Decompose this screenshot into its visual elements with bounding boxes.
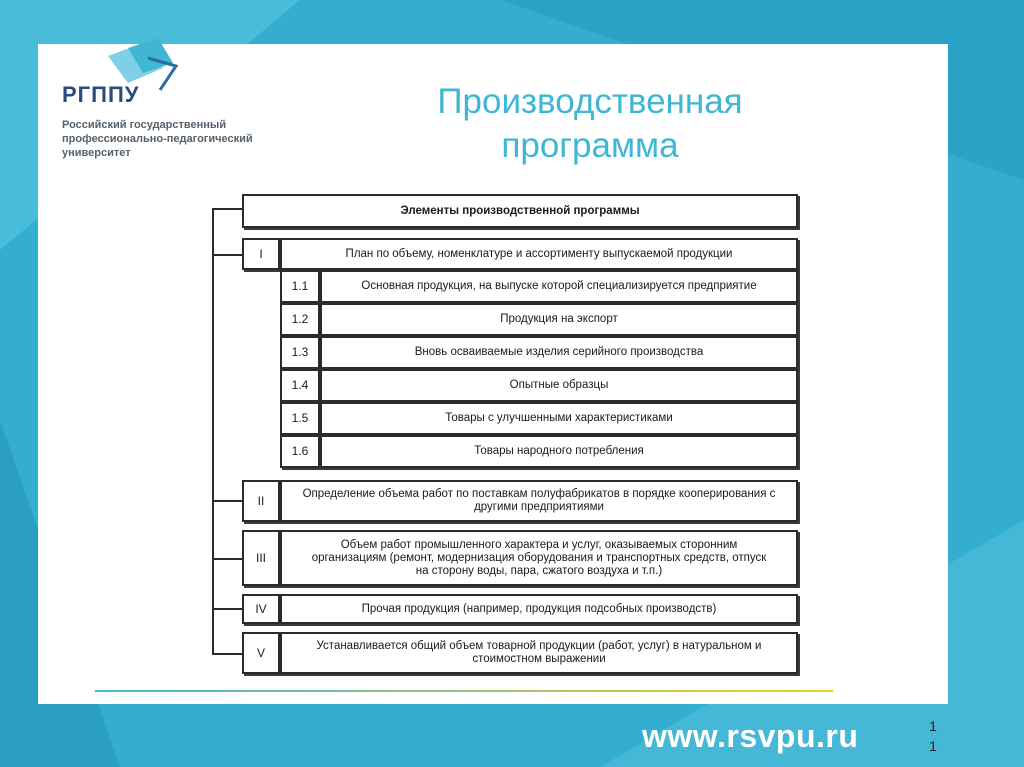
section-text: Определение объема работ по поставкам полуфабрикатов в порядке кооперирования с другими предприятиями [280,480,798,522]
subitem-number: 1.3 [280,336,320,369]
section-number: II [242,480,280,522]
subitem-text: Товары с улучшенными характеристиками [320,402,798,435]
subitem-number: 1.5 [280,402,320,435]
section-number: V [242,632,280,674]
section-text: Устанавливается общий объем товарной продукции (работ, услуг) в натуральном и стоимостном выражении [280,632,798,674]
subitem-text: Опытные образцы [320,369,798,402]
subitem-text: Продукция на экспорт [320,303,798,336]
diagram-root-box: Элементы производственной программы [242,194,798,228]
connector-iv [212,608,242,610]
connector-v [212,653,242,655]
logo-subtitle: Российский государственный профессионально-педагогический университет [62,119,253,159]
main-connector-line [212,208,214,655]
page-number: 1 1 [929,718,937,754]
section-number: I [242,238,280,270]
connector-iii [212,558,242,560]
page-title: Производственная программа [437,82,743,165]
section-number: IV [242,594,280,624]
connector-ii [212,500,242,502]
subitem-text: Товары народного потребления [320,435,798,468]
logo-text: РГППУ [62,82,140,107]
connector-i [212,254,242,256]
section-text: Прочая продукция (например, продукция подсобных производств) [280,594,798,624]
subitem-number: 1.4 [280,369,320,402]
subitem-text: Вновь осваиваемые изделия серийного производства [320,336,798,369]
subitem-text: Основная продукция, на выпуске которой специализируется предприятие [320,270,798,303]
section-text: Объем работ промышленного характера и услуг, оказываемых сторонним организациям (ремонт, модернизация оборудования и транспортных средств, отпуск на сторону воды, пара, сжатого воздуха и т.п.) [280,530,798,586]
section-text: План по объему, номенклатуре и ассортименту выпускаемой продукции [280,238,798,270]
subitem-number: 1.2 [280,303,320,336]
subitem-number: 1.1 [280,270,320,303]
subitem-number: 1.6 [280,435,320,468]
footer-divider [95,690,833,692]
section-number: III [242,530,280,586]
website-link[interactable]: www.rsvpu.ru [642,718,859,754]
connector-root [212,208,242,210]
